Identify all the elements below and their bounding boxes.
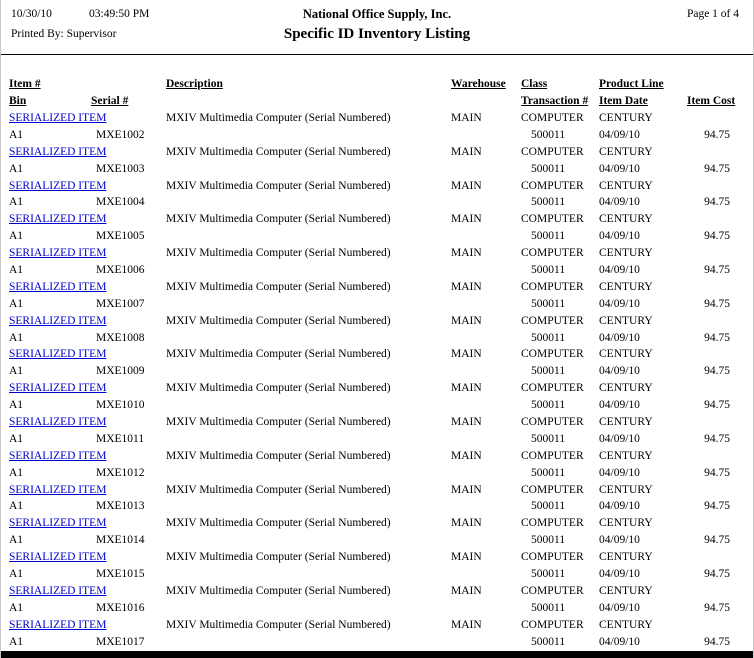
item-description: MXIV Multimedia Computer (Serial Numbered) xyxy=(166,416,391,429)
item-class: COMPUTER xyxy=(521,517,584,530)
item-serial: MXE1008 xyxy=(96,331,145,344)
item-date: 04/09/10 xyxy=(599,568,640,581)
item-product-line: CENTURY xyxy=(599,213,653,226)
row-spacer xyxy=(687,414,730,431)
company-name: National Office Supply, Inc. xyxy=(302,7,452,21)
serialized-item-link[interactable]: SERIALIZED ITEM xyxy=(9,348,107,361)
item-row-detail xyxy=(1,465,753,482)
item-serial: MXE1015 xyxy=(96,568,145,581)
item-class: COMPUTER xyxy=(521,112,584,124)
column-header-row-1 xyxy=(1,76,753,93)
row-spacer xyxy=(451,262,521,279)
report-title: Specific ID Inventory Listing xyxy=(283,26,471,42)
row-spacer xyxy=(166,532,451,549)
row-spacer xyxy=(687,448,730,465)
row-spacer xyxy=(166,465,451,482)
item-row-detail xyxy=(1,634,753,651)
item-date: 04/09/10 xyxy=(599,230,640,243)
item-transaction: 500011 xyxy=(531,466,566,479)
col-header-spacer xyxy=(451,93,521,110)
item-cost: 94.75 xyxy=(704,196,730,209)
item-class: COMPUTER xyxy=(521,584,584,597)
item-product-line: CENTURY xyxy=(599,280,653,293)
row-spacer xyxy=(451,431,521,448)
row-spacer xyxy=(687,178,730,195)
item-date: 04/09/10 xyxy=(599,331,640,344)
report-date: 10/30/10 xyxy=(11,8,52,20)
item-row-detail xyxy=(1,566,753,583)
item-row-detail xyxy=(1,431,753,448)
serialized-item-link[interactable]: SERIALIZED ITEM xyxy=(9,483,107,496)
row-spacer xyxy=(166,498,451,515)
item-transaction: 500011 xyxy=(531,196,566,209)
serialized-item-link[interactable]: SERIALIZED ITEM xyxy=(9,145,107,158)
item-serial: MXE1010 xyxy=(96,399,145,412)
item-product-line: CENTURY xyxy=(599,314,653,327)
item-serial: MXE1017 xyxy=(96,635,145,648)
item-serial: MXE1006 xyxy=(96,264,145,277)
item-bin: A1 xyxy=(9,432,24,445)
item-cost: 94.75 xyxy=(704,568,730,581)
row-spacer xyxy=(166,634,451,651)
item-date: 04/09/10 xyxy=(599,162,640,175)
item-warehouse: MAIN xyxy=(451,618,482,631)
item-row-main xyxy=(1,110,753,127)
item-row-detail xyxy=(1,262,753,279)
serialized-item-link[interactable]: SERIALIZED ITEM xyxy=(9,314,107,327)
item-class: COMPUTER xyxy=(521,618,584,631)
column-headers xyxy=(1,76,753,110)
item-warehouse: MAIN xyxy=(451,247,482,260)
row-spacer xyxy=(451,634,521,651)
item-serial: MXE1004 xyxy=(96,196,145,209)
item-transaction: 500011 xyxy=(531,331,566,344)
item-cost: 94.75 xyxy=(704,466,730,479)
item-description: MXIV Multimedia Computer (Serial Numbered) xyxy=(166,179,391,192)
item-transaction: 500011 xyxy=(531,264,566,277)
item-class: COMPUTER xyxy=(521,145,584,158)
item-warehouse: MAIN xyxy=(451,416,482,429)
row-spacer xyxy=(451,161,521,178)
item-cost: 94.75 xyxy=(704,500,730,513)
item-cost: 94.75 xyxy=(704,365,730,378)
page-indicator: Page 1 of 4 xyxy=(686,8,739,20)
item-cost: 94.75 xyxy=(704,534,730,547)
item-serial: MXE1002 xyxy=(96,128,145,141)
item-class: COMPUTER xyxy=(521,348,584,361)
item-bin: A1 xyxy=(9,534,24,547)
serialized-item-link[interactable]: SERIALIZED ITEM xyxy=(9,517,107,530)
item-warehouse: MAIN xyxy=(451,213,482,226)
item-warehouse: MAIN xyxy=(451,348,482,361)
item-row-main xyxy=(1,144,753,161)
item-class: COMPUTER xyxy=(521,179,584,192)
serialized-item-link[interactable]: SERIALIZED ITEM xyxy=(9,618,107,631)
serialized-item-link[interactable]: SERIALIZED ITEM xyxy=(9,382,107,395)
serialized-item-link[interactable]: SERIALIZED ITEM xyxy=(9,179,107,192)
item-description: MXIV Multimedia Computer (Serial Numbered) xyxy=(166,348,391,361)
item-row-main xyxy=(1,313,753,330)
item-serial: MXE1007 xyxy=(96,297,145,310)
item-date: 04/09/10 xyxy=(599,635,640,648)
item-serial: MXE1016 xyxy=(96,601,145,614)
item-description: MXIV Multimedia Computer (Serial Numbered) xyxy=(166,618,391,631)
item-transaction: 500011 xyxy=(531,534,566,547)
item-product-line: CENTURY xyxy=(599,416,653,429)
item-row-main xyxy=(1,549,753,566)
item-product-line: CENTURY xyxy=(599,382,653,395)
item-description: MXIV Multimedia Computer (Serial Numbered) xyxy=(166,314,391,327)
row-spacer xyxy=(166,566,451,583)
item-row-main xyxy=(1,448,753,465)
item-row-main xyxy=(1,482,753,499)
col-header-warehouse: Warehouse xyxy=(451,78,506,90)
item-product-line: CENTURY xyxy=(599,449,653,462)
item-row-main xyxy=(1,211,753,228)
item-class: COMPUTER xyxy=(521,382,584,395)
item-cost: 94.75 xyxy=(704,601,730,614)
item-description: MXIV Multimedia Computer (Serial Numbered) xyxy=(166,112,391,124)
item-product-line: CENTURY xyxy=(599,145,653,158)
col-header-serial: Serial # xyxy=(91,95,129,107)
report-rows xyxy=(1,110,753,651)
column-header-row-2 xyxy=(1,93,753,110)
item-date: 04/09/10 xyxy=(599,399,640,412)
item-description: MXIV Multimedia Computer (Serial Numbered) xyxy=(166,382,391,395)
item-product-line: CENTURY xyxy=(599,247,653,260)
item-date: 04/09/10 xyxy=(599,365,640,378)
item-class: COMPUTER xyxy=(521,449,584,462)
serialized-item-link[interactable]: SERIALIZED ITEM xyxy=(9,416,107,429)
row-spacer xyxy=(687,279,730,296)
col-header-bin: Bin xyxy=(9,95,27,107)
item-row-detail xyxy=(1,296,753,313)
serialized-item-link[interactable]: SERIALIZED ITEM xyxy=(9,551,107,564)
item-cost: 94.75 xyxy=(704,331,730,344)
item-description: MXIV Multimedia Computer (Serial Numbered) xyxy=(166,213,391,226)
item-row-main xyxy=(1,245,753,262)
item-description: MXIV Multimedia Computer (Serial Numbered) xyxy=(166,145,391,158)
item-date: 04/09/10 xyxy=(599,466,640,479)
item-description: MXIV Multimedia Computer (Serial Numbered) xyxy=(166,551,391,564)
row-spacer xyxy=(166,161,451,178)
item-bin: A1 xyxy=(9,196,24,209)
item-cost: 94.75 xyxy=(704,399,730,412)
item-row-detail xyxy=(1,161,753,178)
row-spacer xyxy=(687,245,730,262)
row-spacer xyxy=(166,600,451,617)
report-time: 03:49:50 PM xyxy=(89,8,150,20)
item-product-line: CENTURY xyxy=(599,618,653,631)
item-row-detail xyxy=(1,194,753,211)
item-date: 04/09/10 xyxy=(599,264,640,277)
row-spacer xyxy=(166,296,451,313)
item-class: COMPUTER xyxy=(521,314,584,327)
row-spacer xyxy=(166,127,451,144)
item-transaction: 500011 xyxy=(531,568,566,581)
item-transaction: 500011 xyxy=(531,500,566,513)
item-cost: 94.75 xyxy=(704,297,730,310)
item-transaction: 500011 xyxy=(531,601,566,614)
item-bin: A1 xyxy=(9,331,24,344)
row-spacer xyxy=(451,363,521,380)
row-spacer xyxy=(687,110,730,127)
item-warehouse: MAIN xyxy=(451,314,482,327)
col-header-description: Description xyxy=(166,78,223,90)
col-header-item-cost: Item Cost xyxy=(687,95,736,107)
item-serial: MXE1005 xyxy=(96,230,145,243)
item-serial: MXE1013 xyxy=(96,500,145,513)
row-spacer xyxy=(687,617,730,634)
item-row-main xyxy=(1,380,753,397)
item-warehouse: MAIN xyxy=(451,551,482,564)
serialized-item-link[interactable]: SERIALIZED ITEM xyxy=(9,112,107,124)
item-bin: A1 xyxy=(9,297,24,310)
item-transaction: 500011 xyxy=(531,128,566,141)
item-date: 04/09/10 xyxy=(599,534,640,547)
item-transaction: 500011 xyxy=(531,162,566,175)
item-bin: A1 xyxy=(9,500,24,513)
item-serial: MXE1014 xyxy=(96,534,145,547)
item-warehouse: MAIN xyxy=(451,280,482,293)
item-bin: A1 xyxy=(9,466,24,479)
item-serial: MXE1011 xyxy=(96,432,145,445)
item-warehouse: MAIN xyxy=(451,382,482,395)
col-header-item: Item # xyxy=(9,78,41,90)
row-spacer xyxy=(451,600,521,617)
item-warehouse: MAIN xyxy=(451,584,482,597)
item-serial: MXE1003 xyxy=(96,162,145,175)
row-spacer xyxy=(451,532,521,549)
item-date: 04/09/10 xyxy=(599,500,640,513)
item-bin: A1 xyxy=(9,601,24,614)
item-warehouse: MAIN xyxy=(451,112,482,124)
item-row-main xyxy=(1,414,753,431)
col-header-class: Class xyxy=(521,78,548,90)
item-bin: A1 xyxy=(9,230,24,243)
row-spacer xyxy=(687,515,730,532)
item-class: COMPUTER xyxy=(521,213,584,226)
item-warehouse: MAIN xyxy=(451,179,482,192)
item-class: COMPUTER xyxy=(521,483,584,496)
item-row-main xyxy=(1,279,753,296)
item-bin: A1 xyxy=(9,568,24,581)
item-date: 04/09/10 xyxy=(599,297,640,310)
item-date: 04/09/10 xyxy=(599,601,640,614)
item-class: COMPUTER xyxy=(521,416,584,429)
item-warehouse: MAIN xyxy=(451,145,482,158)
item-description: MXIV Multimedia Computer (Serial Numbered) xyxy=(166,449,391,462)
row-spacer xyxy=(451,498,521,515)
row-spacer xyxy=(451,127,521,144)
item-description: MXIV Multimedia Computer (Serial Numbered) xyxy=(166,517,391,530)
col-header-spacer xyxy=(687,76,730,93)
row-spacer xyxy=(687,144,730,161)
item-row-detail xyxy=(1,600,753,617)
item-row-main xyxy=(1,346,753,363)
report-header xyxy=(1,0,753,55)
item-cost: 94.75 xyxy=(704,635,730,648)
item-cost: 94.75 xyxy=(704,162,730,175)
row-spacer xyxy=(687,346,730,363)
bottom-bar xyxy=(1,651,753,658)
item-product-line: CENTURY xyxy=(599,483,653,496)
item-transaction: 500011 xyxy=(531,230,566,243)
item-transaction: 500011 xyxy=(531,365,566,378)
item-bin: A1 xyxy=(9,635,24,648)
item-row-detail xyxy=(1,363,753,380)
printed-by-label: Printed By: Supervisor xyxy=(11,28,117,40)
row-spacer xyxy=(451,397,521,414)
item-transaction: 500011 xyxy=(531,635,566,648)
item-product-line: CENTURY xyxy=(599,179,653,192)
row-spacer xyxy=(687,549,730,566)
item-product-line: CENTURY xyxy=(599,517,653,530)
item-class: COMPUTER xyxy=(521,247,584,260)
item-row-detail xyxy=(1,228,753,245)
item-bin: A1 xyxy=(9,128,24,141)
item-row-main xyxy=(1,583,753,600)
item-cost: 94.75 xyxy=(704,128,730,141)
serialized-item-link[interactable]: SERIALIZED ITEM xyxy=(9,584,107,597)
item-bin: A1 xyxy=(9,399,24,412)
col-header-item-date: Item Date xyxy=(599,95,648,107)
item-row-main xyxy=(1,617,753,634)
item-row-main xyxy=(1,515,753,532)
row-spacer xyxy=(451,566,521,583)
item-description: MXIV Multimedia Computer (Serial Numbered) xyxy=(166,247,391,260)
row-spacer xyxy=(687,583,730,600)
item-row-detail xyxy=(1,127,753,144)
row-spacer xyxy=(451,330,521,347)
item-description: MXIV Multimedia Computer (Serial Numbered) xyxy=(166,584,391,597)
row-spacer xyxy=(451,465,521,482)
row-spacer xyxy=(687,482,730,499)
col-header-product-line: Product Line xyxy=(599,78,664,90)
item-row-detail xyxy=(1,532,753,549)
item-transaction: 500011 xyxy=(531,432,566,445)
item-row-detail xyxy=(1,330,753,347)
item-cost: 94.75 xyxy=(704,432,730,445)
item-product-line: CENTURY xyxy=(599,551,653,564)
item-product-line: CENTURY xyxy=(599,112,653,124)
serialized-item-link[interactable]: SERIALIZED ITEM xyxy=(9,449,107,462)
row-spacer xyxy=(166,228,451,245)
item-row-main xyxy=(1,178,753,195)
item-description: MXIV Multimedia Computer (Serial Numbered) xyxy=(166,280,391,293)
item-warehouse: MAIN xyxy=(451,517,482,530)
item-warehouse: MAIN xyxy=(451,449,482,462)
item-transaction: 500011 xyxy=(531,399,566,412)
item-warehouse: MAIN xyxy=(451,483,482,496)
item-date: 04/09/10 xyxy=(599,432,640,445)
serialized-item-link[interactable]: SERIALIZED ITEM xyxy=(9,247,107,260)
item-serial: MXE1009 xyxy=(96,365,145,378)
item-bin: A1 xyxy=(9,365,24,378)
item-class: COMPUTER xyxy=(521,280,584,293)
item-product-line: CENTURY xyxy=(599,584,653,597)
item-cost: 94.75 xyxy=(704,264,730,277)
item-date: 04/09/10 xyxy=(599,128,640,141)
row-spacer xyxy=(166,397,451,414)
row-spacer xyxy=(687,313,730,330)
row-spacer xyxy=(451,194,521,211)
item-date: 04/09/10 xyxy=(599,196,640,209)
row-spacer xyxy=(166,363,451,380)
row-spacer xyxy=(687,380,730,397)
row-spacer xyxy=(451,296,521,313)
row-spacer xyxy=(166,194,451,211)
row-spacer xyxy=(166,262,451,279)
item-bin: A1 xyxy=(9,162,24,175)
row-spacer xyxy=(451,228,521,245)
item-row-detail xyxy=(1,397,753,414)
item-transaction: 500011 xyxy=(531,297,566,310)
col-header-spacer xyxy=(166,93,451,110)
item-cost: 94.75 xyxy=(704,230,730,243)
row-spacer xyxy=(166,330,451,347)
row-spacer xyxy=(166,431,451,448)
col-header-transaction: Transaction # xyxy=(521,95,589,107)
item-bin: A1 xyxy=(9,264,24,277)
item-serial: MXE1012 xyxy=(96,466,145,479)
item-description: MXIV Multimedia Computer (Serial Numbered) xyxy=(166,483,391,496)
item-row-detail xyxy=(1,498,753,515)
item-product-line: CENTURY xyxy=(599,348,653,361)
serialized-item-link[interactable]: SERIALIZED ITEM xyxy=(9,280,107,293)
item-class: COMPUTER xyxy=(521,551,584,564)
row-spacer xyxy=(687,211,730,228)
serialized-item-link[interactable]: SERIALIZED ITEM xyxy=(9,213,107,226)
